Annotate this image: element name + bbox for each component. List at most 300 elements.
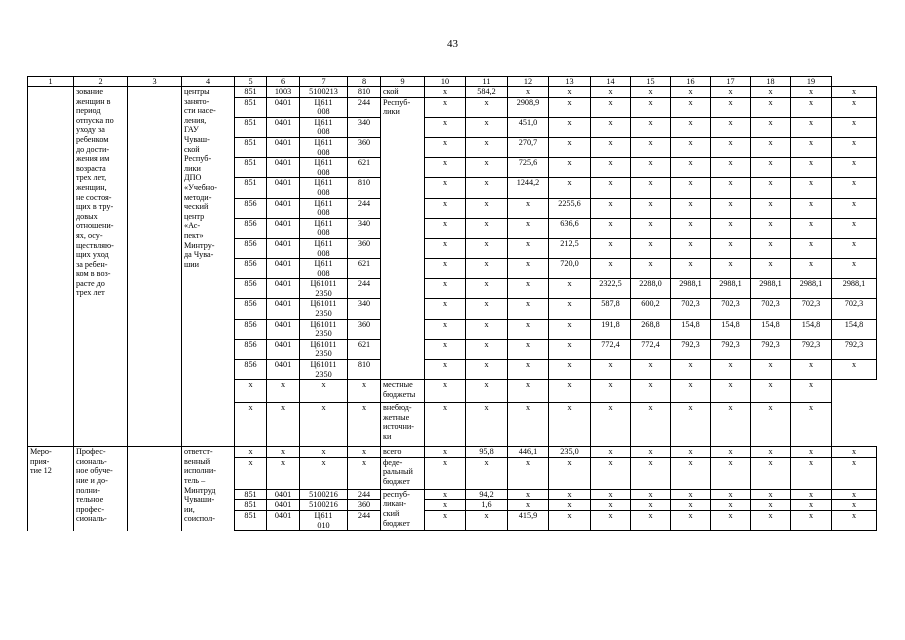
budget-table	[27, 76, 877, 531]
budget-code-cell: 244	[348, 198, 381, 218]
amount-cell: x	[425, 457, 466, 489]
budget-code-cell: 360	[348, 238, 381, 258]
budget-code-cell: Ц61011 2350	[300, 360, 348, 380]
budget-code-cell: Ц61011 2350	[300, 279, 348, 299]
budget-code-cell: 244	[348, 511, 381, 531]
amount-cell: x	[466, 403, 508, 447]
amount-cell: x	[591, 137, 631, 157]
amount-cell: 94,2	[466, 489, 508, 500]
budget-code-cell: 856	[235, 198, 267, 218]
amount-cell: x	[751, 218, 791, 238]
amount-cell: x	[466, 259, 508, 279]
column-number: 5	[235, 77, 267, 87]
amount-cell: x	[425, 137, 466, 157]
amount-cell: x	[711, 218, 751, 238]
amount-cell: x	[508, 403, 549, 447]
budget-code-cell: 0401	[267, 198, 300, 218]
amount-cell: x	[832, 218, 877, 238]
amount-cell: x	[631, 158, 671, 178]
amount-cell: x	[425, 489, 466, 500]
amount-cell: x	[671, 500, 711, 511]
amount-cell: x	[466, 511, 508, 531]
amount-cell: x	[832, 158, 877, 178]
column-number: 16	[671, 77, 711, 87]
amount-cell: 191,8	[591, 319, 631, 339]
amount-cell: 702,3	[832, 299, 877, 319]
amount-cell: x	[751, 457, 791, 489]
column-number: 9	[381, 77, 425, 87]
amount-cell: x	[751, 117, 791, 137]
amount-cell: x	[425, 511, 466, 531]
amount-cell: x	[466, 380, 508, 403]
amount-cell: x	[711, 457, 751, 489]
column-number: 19	[791, 77, 832, 87]
amount-cell: x	[711, 500, 751, 511]
amount-cell: 95,8	[466, 447, 508, 458]
amount-cell: x	[832, 198, 877, 218]
amount-cell: x	[549, 178, 591, 198]
amount-cell: x	[508, 319, 549, 339]
amount-cell: x	[591, 259, 631, 279]
amount-cell: x	[791, 403, 832, 447]
amount-cell: x	[711, 447, 751, 458]
amount-cell: x	[466, 319, 508, 339]
amount-cell: x	[425, 500, 466, 511]
budget-code-cell: 0401	[267, 500, 300, 511]
amount-cell: x	[549, 158, 591, 178]
budget-code-cell: x	[267, 403, 300, 447]
amount-cell: x	[549, 360, 591, 380]
amount-cell: x	[591, 178, 631, 198]
amount-cell: x	[631, 457, 671, 489]
budget-code-cell: 856	[235, 238, 267, 258]
program-cell	[128, 87, 182, 447]
budget-code-cell: 856	[235, 259, 267, 279]
amount-cell: x	[751, 178, 791, 198]
budget-code-cell: 851	[235, 489, 267, 500]
amount-cell: x	[631, 198, 671, 218]
amount-cell: x	[466, 457, 508, 489]
amount-cell: x	[711, 137, 751, 157]
amount-cell: x	[508, 259, 549, 279]
amount-cell: x	[711, 403, 751, 447]
amount-cell: 2908,9	[508, 97, 549, 117]
amount-cell: x	[791, 97, 832, 117]
column-number: 10	[425, 77, 466, 87]
amount-cell: x	[591, 380, 631, 403]
amount-cell: x	[751, 500, 791, 511]
budget-code-cell: 851	[235, 87, 267, 98]
responsible-executor-cell: ответст- венный исполни- тель – Минтруд Чуваши- ии, соиспол-	[182, 447, 235, 531]
budget-code-cell: Ц611 008	[300, 178, 348, 198]
amount-cell: x	[832, 500, 877, 511]
amount-cell: x	[591, 87, 631, 98]
amount-cell: x	[508, 500, 549, 511]
amount-cell: x	[425, 238, 466, 258]
amount-cell: 154,8	[832, 319, 877, 339]
amount-cell: x	[671, 218, 711, 238]
budget-code-cell: 5100216	[300, 500, 348, 511]
amount-cell: 2255,6	[549, 198, 591, 218]
budget-code-cell: 0401	[267, 360, 300, 380]
amount-cell: x	[671, 198, 711, 218]
amount-cell: x	[425, 360, 466, 380]
amount-cell: x	[751, 238, 791, 258]
funding-source-cell: Респуб- лики	[381, 97, 425, 380]
amount-cell: x	[591, 403, 631, 447]
measure-name-cell: Профес- сиональ- ное обуче- ние и до- полни- тельное профес- сиональ-	[74, 447, 128, 531]
amount-cell: x	[549, 457, 591, 489]
amount-cell: x	[711, 97, 751, 117]
measure-name-cell: зование женщин в период отпуска по уходу за ребенком до дости- жения им возраста трех лет, женщин, не состоя- щих в тру- довых отношени- ях, осу- ществляю- щих уход за ребен- ком в воз- расте до трех лет	[74, 87, 128, 447]
amount-cell: x	[549, 97, 591, 117]
amount-cell: x	[425, 259, 466, 279]
amount-cell: x	[549, 339, 591, 359]
amount-cell: x	[425, 299, 466, 319]
budget-code-cell: 340	[348, 218, 381, 238]
budget-code-cell: x	[267, 380, 300, 403]
budget-code-cell: 856	[235, 279, 267, 299]
amount-cell: x	[591, 97, 631, 117]
budget-code-cell: x	[300, 403, 348, 447]
amount-cell: x	[791, 117, 832, 137]
amount-cell: x	[671, 403, 711, 447]
amount-cell: 702,3	[671, 299, 711, 319]
budget-code-cell: 0401	[267, 339, 300, 359]
amount-cell: x	[466, 279, 508, 299]
amount-cell: x	[466, 198, 508, 218]
amount-cell: x	[466, 117, 508, 137]
amount-cell: x	[466, 360, 508, 380]
amount-cell: x	[425, 218, 466, 238]
amount-cell: 2288,0	[631, 279, 671, 299]
budget-code-cell: Ц611 008	[300, 218, 348, 238]
amount-cell: x	[466, 137, 508, 157]
amount-cell: x	[832, 360, 877, 380]
budget-code-cell: 0401	[267, 97, 300, 117]
amount-cell: x	[711, 511, 751, 531]
budget-code-cell: 851	[235, 97, 267, 117]
column-number: 13	[549, 77, 591, 87]
amount-cell: x	[791, 500, 832, 511]
budget-code-cell: Ц611 008	[300, 259, 348, 279]
funding-source-cell: внебюд- жетные источни- ки	[381, 403, 425, 447]
budget-code-cell: x	[348, 457, 381, 489]
column-number: 3	[128, 77, 182, 87]
funding-source-cell: ской	[381, 87, 425, 98]
amount-cell: x	[591, 360, 631, 380]
amount-cell: 636,6	[549, 218, 591, 238]
amount-cell: 772,4	[631, 339, 671, 359]
funding-source-cell: местные бюджеты	[381, 380, 425, 403]
amount-cell: x	[549, 403, 591, 447]
amount-cell: 702,3	[711, 299, 751, 319]
amount-cell: x	[791, 360, 832, 380]
amount-cell: x	[508, 198, 549, 218]
amount-cell: x	[466, 178, 508, 198]
amount-cell: x	[425, 158, 466, 178]
amount-cell: x	[508, 279, 549, 299]
amount-cell: x	[671, 447, 711, 458]
amount-cell: x	[832, 259, 877, 279]
amount-cell: x	[631, 97, 671, 117]
amount-cell: 235,0	[549, 447, 591, 458]
amount-cell: 446,1	[508, 447, 549, 458]
budget-code-cell: Ц611 008	[300, 238, 348, 258]
amount-cell: x	[751, 511, 791, 531]
amount-cell: x	[549, 380, 591, 403]
amount-cell: x	[751, 259, 791, 279]
budget-code-cell: 851	[235, 158, 267, 178]
amount-cell: x	[671, 259, 711, 279]
amount-cell: x	[832, 97, 877, 117]
budget-code-cell: Ц611 008	[300, 198, 348, 218]
amount-cell: x	[508, 238, 549, 258]
amount-cell: x	[508, 339, 549, 359]
measure-number-cell: Меро- прия- тие 12	[28, 447, 74, 531]
amount-cell: 792,3	[671, 339, 711, 359]
amount-cell: x	[711, 259, 751, 279]
amount-cell: x	[751, 158, 791, 178]
amount-cell: x	[711, 380, 751, 403]
amount-cell: x	[631, 500, 671, 511]
amount-cell: 154,8	[671, 319, 711, 339]
amount-cell: x	[425, 198, 466, 218]
amount-cell: 600,2	[631, 299, 671, 319]
budget-code-cell: 0401	[267, 299, 300, 319]
budget-code-cell: x	[348, 380, 381, 403]
amount-cell: x	[671, 238, 711, 258]
budget-code-cell: x	[267, 457, 300, 489]
amount-cell: 268,8	[631, 319, 671, 339]
amount-cell: x	[631, 87, 671, 98]
column-number: 17	[711, 77, 751, 87]
budget-code-cell: x	[235, 403, 267, 447]
amount-cell: 772,4	[591, 339, 631, 359]
amount-cell: x	[791, 511, 832, 531]
column-number: 11	[466, 77, 508, 87]
amount-cell: x	[791, 137, 832, 157]
budget-code-cell: 810	[348, 360, 381, 380]
budget-code-cell: 856	[235, 319, 267, 339]
amount-cell: x	[711, 198, 751, 218]
budget-code-cell: Ц611 008	[300, 97, 348, 117]
amount-cell: 451,0	[508, 117, 549, 137]
amount-cell: 584,2	[466, 87, 508, 98]
amount-cell: x	[671, 178, 711, 198]
amount-cell: x	[591, 457, 631, 489]
budget-code-cell: Ц611 010	[300, 511, 348, 531]
budget-code-cell: 360	[348, 500, 381, 511]
amount-cell: x	[751, 137, 791, 157]
amount-cell: x	[832, 117, 877, 137]
amount-cell: x	[549, 299, 591, 319]
amount-cell: x	[791, 218, 832, 238]
budget-code-cell: 0401	[267, 259, 300, 279]
amount-cell: x	[508, 87, 549, 98]
amount-cell: x	[631, 489, 671, 500]
amount-cell: x	[549, 500, 591, 511]
budget-code-cell: Ц61011 2350	[300, 299, 348, 319]
budget-code-cell: x	[267, 447, 300, 458]
responsible-executor-cell: центры занято- сти насе- ления, ГАУ Чуваш- ской Респуб- лики ДПО «Учебно- методи- ческий центр «Ас- пект» Минтру- да Чува- шии	[182, 87, 235, 447]
amount-cell: 587,8	[591, 299, 631, 319]
amount-cell: x	[671, 158, 711, 178]
amount-cell: x	[751, 97, 791, 117]
amount-cell: 2988,1	[791, 279, 832, 299]
amount-cell: x	[711, 238, 751, 258]
amount-cell: x	[591, 511, 631, 531]
amount-cell: x	[671, 117, 711, 137]
amount-cell: x	[671, 360, 711, 380]
budget-code-cell: 244	[348, 279, 381, 299]
amount-cell: 415,9	[508, 511, 549, 531]
budget-code-cell: 0401	[267, 178, 300, 198]
amount-cell: 725,6	[508, 158, 549, 178]
column-number: 4	[182, 77, 235, 87]
amount-cell: 1,6	[466, 500, 508, 511]
amount-cell: x	[631, 511, 671, 531]
budget-code-cell: 360	[348, 137, 381, 157]
amount-cell: x	[791, 489, 832, 500]
budget-code-cell: 621	[348, 158, 381, 178]
column-number: 8	[348, 77, 381, 87]
column-number: 6	[267, 77, 300, 87]
budget-code-cell: Ц61011 2350	[300, 339, 348, 359]
budget-code-cell: 621	[348, 339, 381, 359]
amount-cell: 212,5	[549, 238, 591, 258]
amount-cell: 2988,1	[832, 279, 877, 299]
column-number: 14	[591, 77, 631, 87]
amount-cell: x	[425, 319, 466, 339]
amount-cell: x	[791, 238, 832, 258]
amount-cell: 154,8	[791, 319, 832, 339]
budget-code-cell: 851	[235, 137, 267, 157]
amount-cell: x	[425, 447, 466, 458]
budget-code-cell: x	[300, 447, 348, 458]
amount-cell: x	[591, 198, 631, 218]
amount-cell: 1244,2	[508, 178, 549, 198]
budget-code-cell: 851	[235, 178, 267, 198]
budget-code-cell: 1003	[267, 87, 300, 98]
amount-cell: x	[791, 158, 832, 178]
amount-cell: 792,3	[711, 339, 751, 359]
budget-code-cell: 851	[235, 500, 267, 511]
budget-code-cell: 0401	[267, 489, 300, 500]
amount-cell: x	[591, 117, 631, 137]
amount-cell: x	[508, 380, 549, 403]
amount-cell: x	[425, 87, 466, 98]
amount-cell: x	[832, 87, 877, 98]
budget-code-cell: Ц611 008	[300, 117, 348, 137]
amount-cell: 154,8	[711, 319, 751, 339]
amount-cell: x	[791, 259, 832, 279]
amount-cell: x	[591, 218, 631, 238]
amount-cell: x	[466, 158, 508, 178]
amount-cell: x	[549, 137, 591, 157]
amount-cell: x	[751, 447, 791, 458]
amount-cell: x	[711, 87, 751, 98]
table-row	[28, 447, 877, 458]
budget-code-cell: 851	[235, 511, 267, 531]
budget-code-cell: 0401	[267, 137, 300, 157]
budget-code-cell: 244	[348, 489, 381, 500]
budget-code-cell: 856	[235, 360, 267, 380]
amount-cell: x	[751, 87, 791, 98]
column-number: 7	[300, 77, 348, 87]
amount-cell: x	[711, 178, 751, 198]
column-number: 12	[508, 77, 549, 87]
column-number-row	[28, 77, 877, 87]
amount-cell: x	[671, 87, 711, 98]
amount-cell: x	[508, 299, 549, 319]
amount-cell: x	[425, 178, 466, 198]
amount-cell: x	[631, 137, 671, 157]
amount-cell: x	[466, 218, 508, 238]
amount-cell: x	[751, 380, 791, 403]
budget-code-cell: 0401	[267, 319, 300, 339]
table-body	[28, 77, 877, 531]
amount-cell: x	[591, 158, 631, 178]
page-number: 43	[447, 38, 458, 50]
budget-code-cell: 856	[235, 218, 267, 238]
budget-code-cell: 244	[348, 97, 381, 117]
budget-code-cell: x	[300, 457, 348, 489]
budget-code-cell: 0401	[267, 279, 300, 299]
amount-cell: x	[549, 511, 591, 531]
amount-cell: 2322,5	[591, 279, 631, 299]
amount-cell: x	[425, 380, 466, 403]
amount-cell: x	[631, 259, 671, 279]
amount-cell: x	[671, 97, 711, 117]
amount-cell: x	[425, 279, 466, 299]
amount-cell: x	[425, 117, 466, 137]
budget-code-cell: 851	[235, 117, 267, 137]
amount-cell: x	[631, 238, 671, 258]
budget-code-cell: x	[348, 403, 381, 447]
amount-cell: x	[466, 97, 508, 117]
budget-code-cell: x	[235, 447, 267, 458]
budget-code-cell: 856	[235, 339, 267, 359]
budget-code-cell: 0401	[267, 511, 300, 531]
amount-cell: x	[549, 489, 591, 500]
measure-number-cell	[28, 87, 74, 447]
funding-source-cell: феде- ральный бюджет	[381, 457, 425, 489]
amount-cell: x	[631, 178, 671, 198]
budget-code-cell: 0401	[267, 238, 300, 258]
budget-code-cell: 0401	[267, 218, 300, 238]
amount-cell: x	[591, 489, 631, 500]
amount-cell: x	[711, 158, 751, 178]
amount-cell: x	[791, 198, 832, 218]
amount-cell: x	[425, 339, 466, 359]
table-row	[28, 87, 877, 98]
amount-cell: x	[549, 319, 591, 339]
column-number: 1	[28, 77, 74, 87]
budget-code-cell: x	[235, 380, 267, 403]
budget-code-cell: 5100216	[300, 489, 348, 500]
amount-cell: x	[466, 339, 508, 359]
amount-cell: x	[549, 117, 591, 137]
amount-cell: x	[631, 360, 671, 380]
amount-cell: x	[631, 117, 671, 137]
budget-code-cell: 0401	[267, 117, 300, 137]
amount-cell: x	[791, 380, 832, 403]
column-number: 2	[74, 77, 128, 87]
amount-cell: 154,8	[751, 319, 791, 339]
amount-cell: 702,3	[751, 299, 791, 319]
amount-cell: x	[751, 489, 791, 500]
